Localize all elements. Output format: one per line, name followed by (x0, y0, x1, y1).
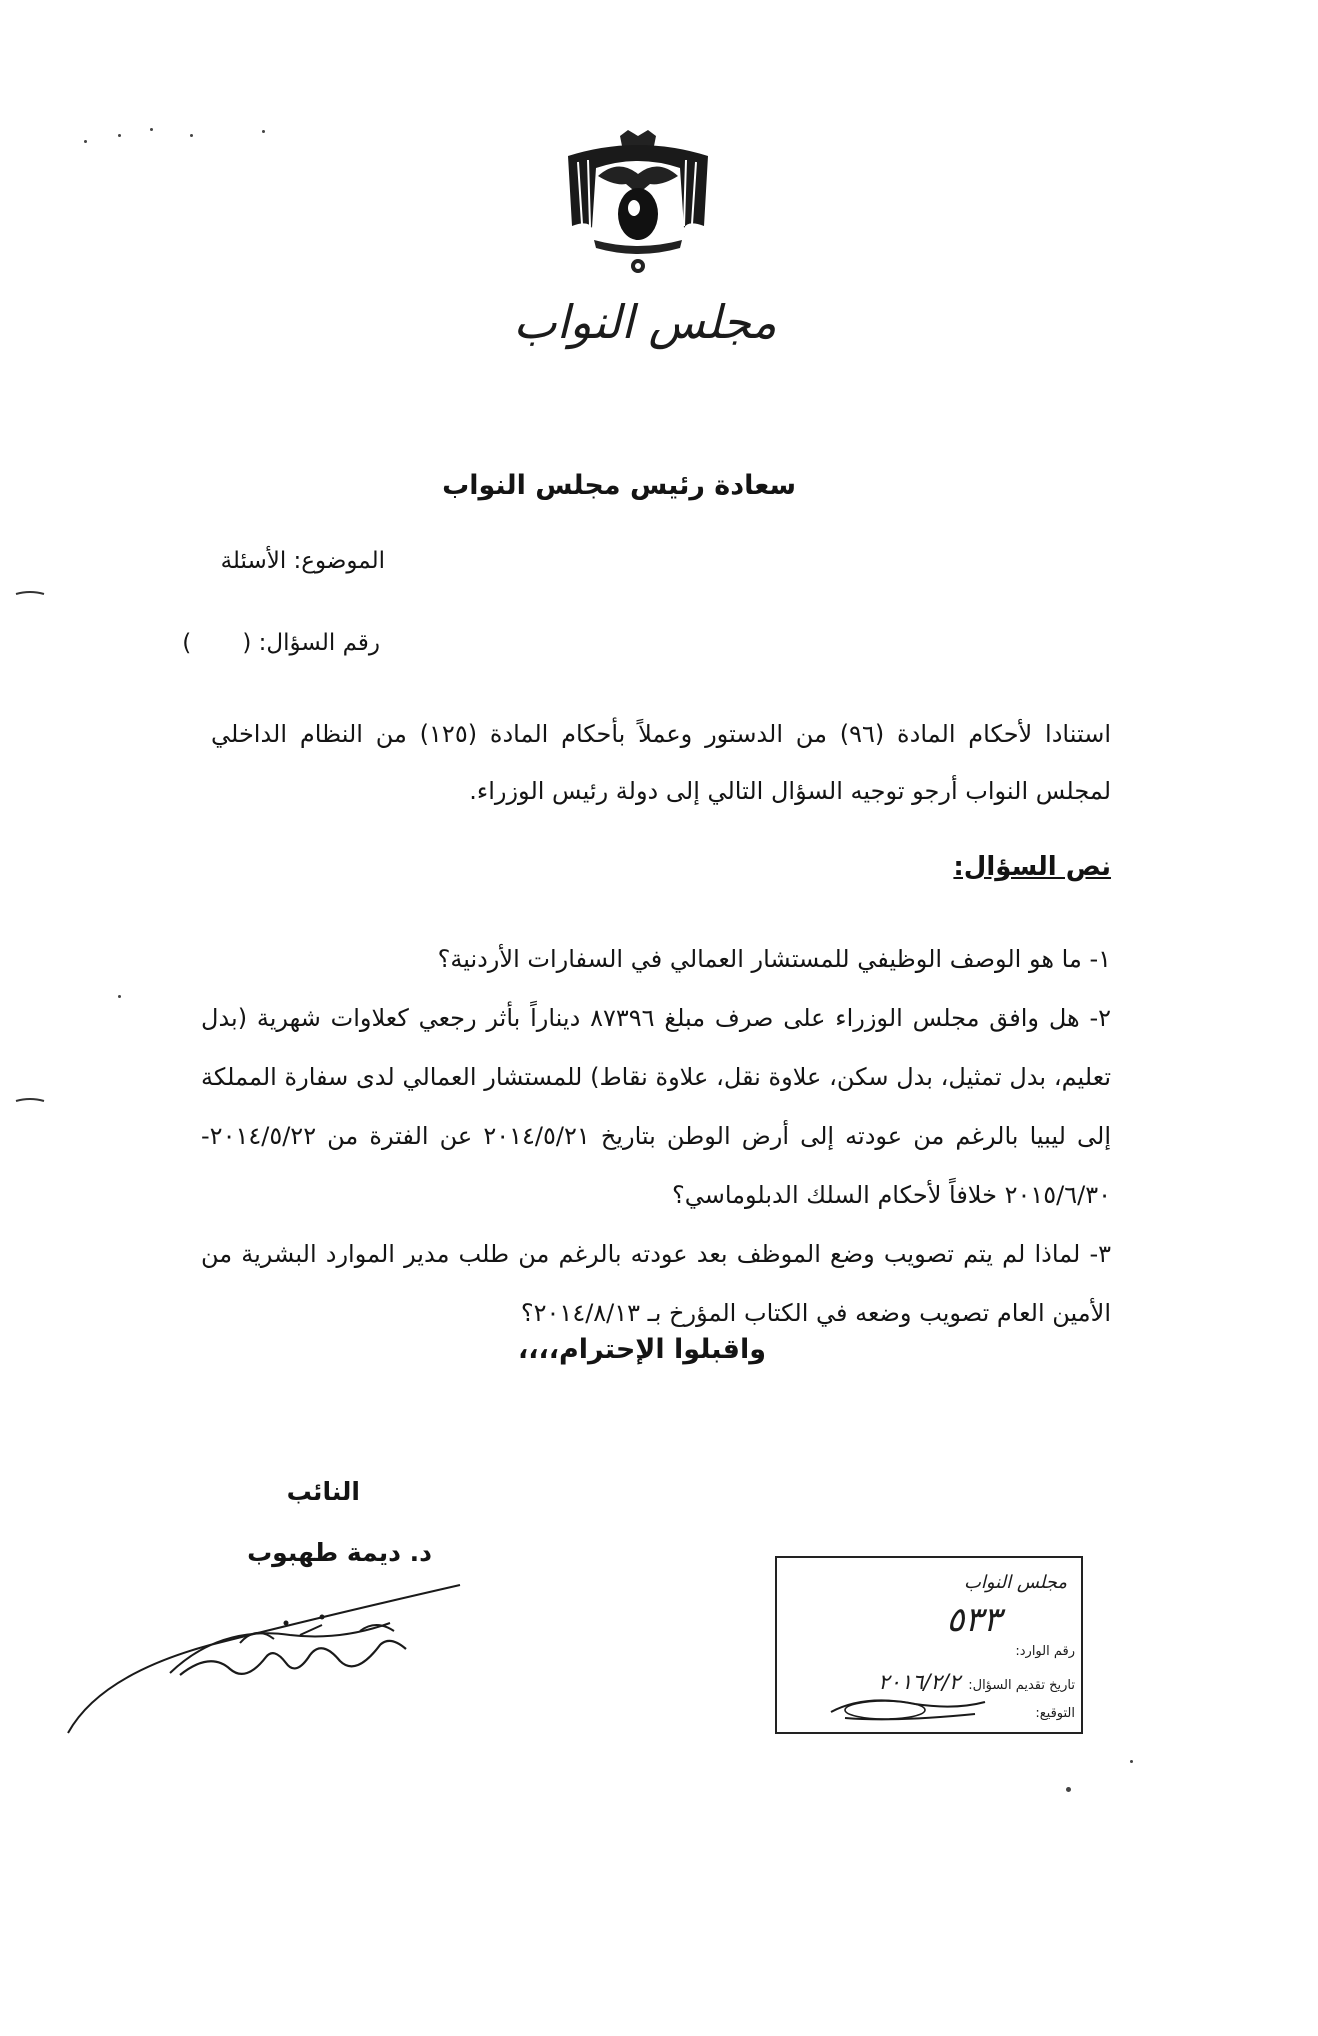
stamp-row-number (1015, 1644, 1075, 1659)
stamp-number: ٥٣٣ (946, 1600, 1001, 1640)
council-logo-text: مجلس النواب (513, 295, 777, 349)
signatory-name: د. ديمة طهبوب (247, 1538, 432, 1567)
questions-heading: نص السؤال: (953, 852, 1111, 882)
scan-speck (1130, 1760, 1133, 1763)
closing-line: واقبلوا الإحترام،،،، (517, 1334, 766, 1365)
scan-speck (1066, 1787, 1071, 1792)
question-item: ١- ما هو الوصف الوظيفي للمستشار العمالي في السفارات الأردنية؟ (437, 945, 1111, 973)
stamp-signature-scribble (825, 1690, 995, 1730)
stamp-row-label: تاريخ تقديم السؤال: (968, 1678, 1075, 1693)
intro-paragraph: استنادا لأحكام المادة (٩٦) من الدستور وعملاً بأحكام المادة (١٢٥) من النظام الداخلي لمجلس النواب أرجو توجيه السؤال التالي إلى دولة رئيس الوزراء. (211, 720, 1111, 805)
question-item: ٢- هل وافق مجلس الوزراء على صرف مبلغ ٨٧٣٩٦ ديناراً بأثر رجعي كعلاوات شهرية (بدل تعليم، بدل تمثيل، بدل سكن، علاوة نقل، علاوة نقاط) للمستشار العمالي لدى سفارة المملكة إلى ليبيا بالرغم من عودته إلى أرض الوطن بتاريخ ٢٠١٤/٥/٢١ عن الفترة من ٢٠١٤/٥/٢٢- ٢٠١٥/٦/٣٠ خلافاً لأحكام السلك الدبلوماسي؟ (201, 1004, 1111, 1209)
stamp-date-value: ٢٠١٦/٢/٢ (878, 1670, 961, 1694)
stamp-header: مجلس النواب (963, 1572, 1067, 1593)
question-number-line (182, 630, 380, 656)
question-number-value: ( ) (182, 630, 252, 656)
question-number-label: رقم السؤال: (258, 630, 380, 656)
questions-list (201, 930, 1111, 1343)
handwritten-signature (60, 1565, 480, 1745)
receipt-stamp (775, 1556, 1083, 1734)
scan-margin-mark (16, 590, 44, 596)
question-item: ٣- لماذا لم يتم تصويب وضع الموظف بعد عودته بالرغم من طلب مدير الموارد البشرية من الأمين العام تصويب وضعه في الكتاب المؤرخ بـ ٢٠١٤/٨/١٣؟ (201, 1240, 1111, 1327)
scan-speck (118, 995, 121, 998)
jordan-coat-of-arms-icon (558, 128, 718, 278)
addressee-line: سعادة رئيس مجلس النواب (442, 470, 796, 501)
stamp-row-signature (1035, 1706, 1075, 1721)
scan-margin-mark (16, 1097, 44, 1103)
stamp-row-label: رقم الوارد: (1015, 1644, 1075, 1659)
council-logo (513, 280, 777, 360)
scan-speck (190, 134, 193, 137)
scan-speck (150, 128, 153, 131)
scan-speck (84, 140, 87, 143)
subject-line: الموضوع: الأسئلة (220, 548, 385, 574)
signatory-title: النائب (286, 1477, 360, 1506)
stamp-row-label: التوقيع: (1035, 1706, 1075, 1721)
scan-speck (118, 134, 121, 137)
scan-speck (262, 130, 265, 133)
